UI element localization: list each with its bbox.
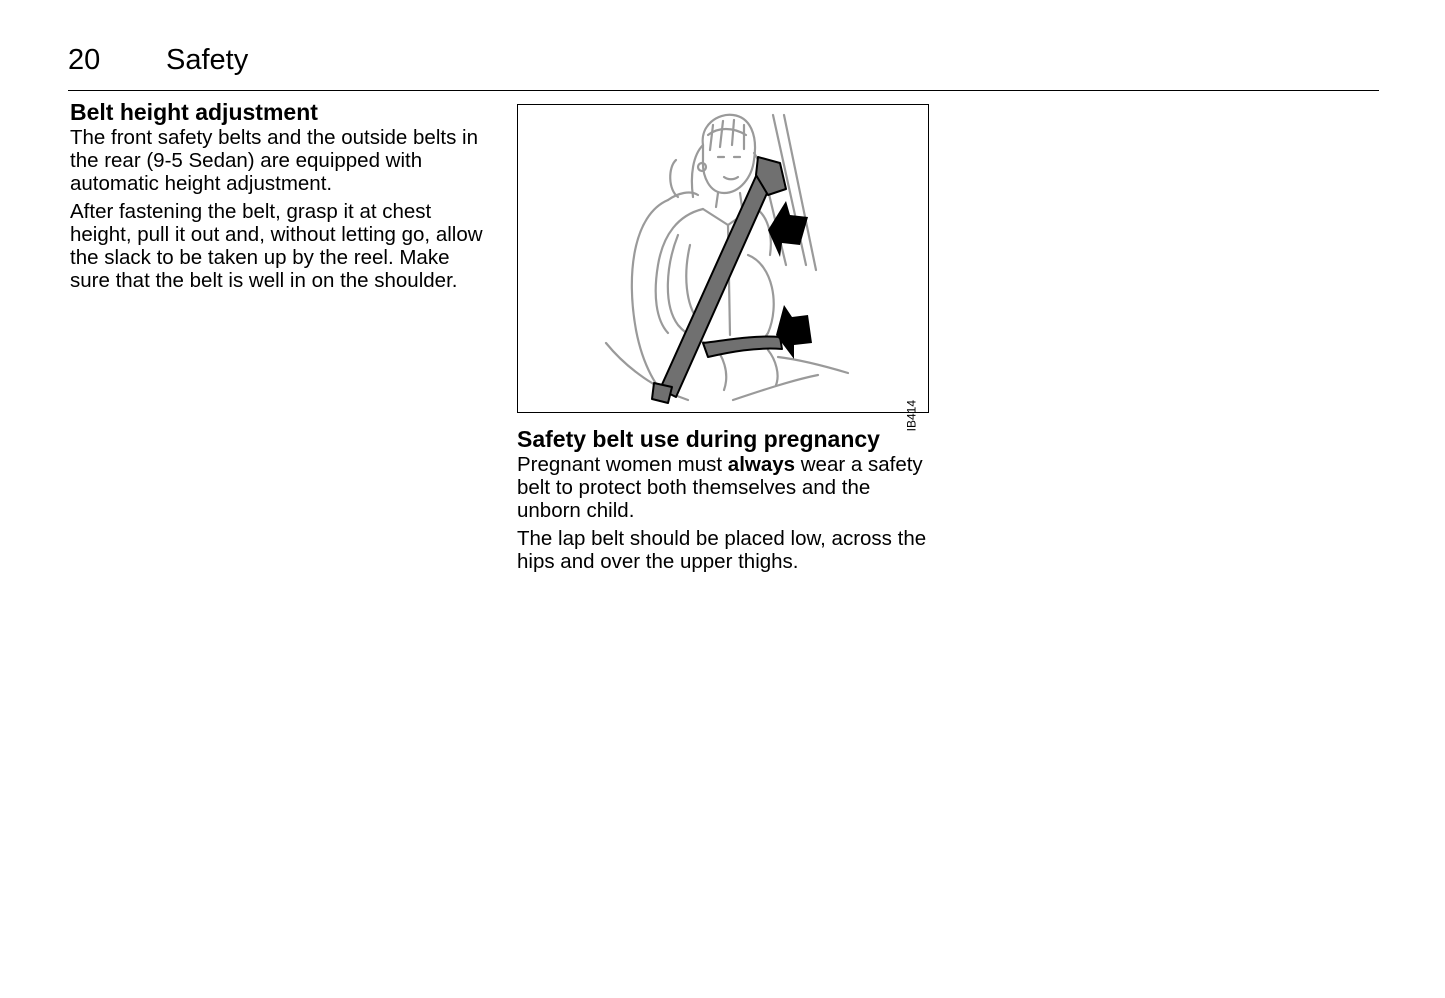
pregnancy-text-before: Pregnant women must: [517, 453, 728, 476]
pregnancy-paragraph-2: The lap belt should be placed low, across the hips and over the upper thighs.: [517, 527, 927, 573]
pregnancy-text-after: wear a safety belt to protect both themselves and the unborn child.: [517, 453, 923, 522]
section-title: Safety: [166, 44, 249, 76]
seatbelt-pregnancy-figure: [517, 104, 929, 432]
pregnant-woman-seatbelt-illustration-icon: [518, 105, 928, 412]
belt-height-heading: Belt height adjustment: [70, 99, 318, 125]
page-number: 20: [68, 44, 101, 76]
pregnancy-emphasis: always: [727, 453, 796, 476]
belt-height-section: [70, 98, 490, 297]
belt-height-paragraph-1: The front safety belts and the outside belts in the rear (9-5 Sedan) are equipped with automatic height adjustment.: [70, 126, 478, 195]
page-header: [68, 42, 1379, 91]
belt-height-paragraph-2: After fastening the belt, grasp it at chest height, pull it out and, without letting go, allow the slack to be taken up by the reel. Make sure that the belt is well in on the shoulder.: [70, 200, 483, 292]
pregnancy-section: [517, 104, 931, 578]
figure-code-label: IB414: [904, 400, 918, 432]
pregnancy-heading: Safety belt use during pregnancy: [517, 426, 880, 452]
pregnancy-paragraph-1: [517, 453, 931, 522]
